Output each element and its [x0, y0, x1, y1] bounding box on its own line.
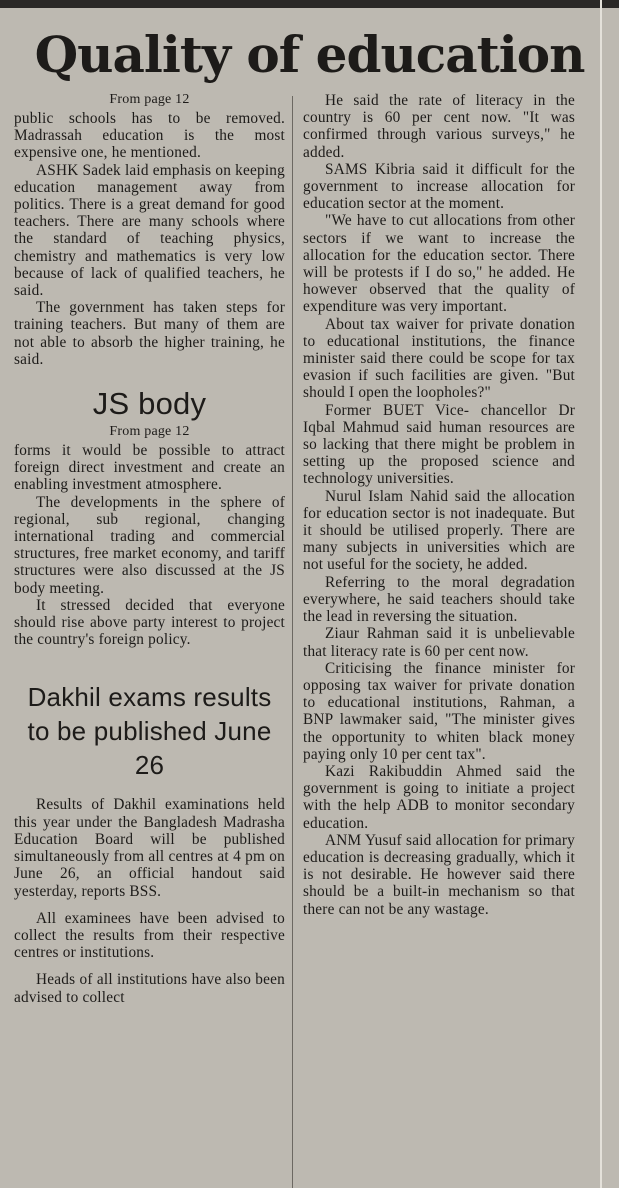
main-paragraph: He said the rate of literacy in the country is 60 per cent now. "It was confirmed through various surveys," he added.	[303, 92, 575, 161]
dakhil-paragraph: Results of Dakhil examinations held this year under the Bangladesh Madrasha Education Board will be published simultaneously from all centres at 4 pm on June 26, an official handout said yesterday, reports BSS.	[14, 796, 285, 900]
dakhil-headline: Dakhil exams results to be published June 26	[27, 682, 272, 781]
main-jump-label: From page 12	[109, 92, 190, 107]
right-column	[303, 92, 575, 1188]
main-paragraph: Nurul Islam Nahid said the allocation for education sector is not inadequate. But it should be utilised properly. There are many subjects in universities which are not useful for the society, he added.	[303, 487, 575, 574]
main-paragraph: Former BUET Vice- chancellor Dr Iqbal Mahmud said human resources are so lacking that there might be problem in setting up the proposed science and technology universities.	[303, 401, 575, 488]
dakhil-paragraph: Heads of all institutions have also been advised to collect	[14, 971, 285, 1006]
js-paragraph: The developments in the sphere of regional, sub regional, changing international trading and commercial structures, free market economy, and tariff structures were also discussed at the JS body meeting.	[14, 493, 285, 597]
main-paragraph: "We have to cut allocations from other sectors if we want to increase the allocation for the education sector. There will be protests if I do so," he added. He however observed that the quality of expenditure was very important.	[303, 212, 575, 316]
main-paragraph: Kazi Rakibuddin Ahmed said the government is going to initiate a project with the help ADB to monitor secondary education.	[303, 762, 575, 832]
dakhil-paragraph: All examinees have been advised to collect the results from their respective centres or institutions.	[14, 909, 285, 962]
page-edge	[600, 0, 602, 1188]
main-paragraph: Referring to the moral degradation everywhere, he said teachers should take the lead in reversing the situation.	[303, 573, 575, 626]
column-rule	[292, 96, 293, 1188]
main-paragraph: SAMS Kibria said it difficult for the government to increase allocation for education sector at the moment.	[303, 160, 575, 213]
main-paragraph: ASHK Sadek laid emphasis on keeping education management away from politics. There is a great demand for good teachers. There are many schools where the standard of teaching physics, chemistry and mathematics is very low because of lack of qualified teachers, he said.	[14, 161, 285, 300]
js-jump-label: From page 12	[109, 424, 190, 440]
main-paragraph: The government has taken steps for training teachers. But many of them are not able to absorb the higher training, he said.	[14, 299, 285, 368]
js-body-headline: JS body	[92, 386, 207, 422]
main-paragraph: Criticising the finance minister for opposing tax waiver for private donation to educational institutions, Rahman, a BNP lawmaker said, "The minister gives the opportunity to whiten black money paying only 10 per cent tax".	[303, 659, 575, 763]
main-paragraph: ANM Yusuf said allocation for primary education is decreasing gradually, which it is not desirable. He however said there should be a built-in mechanism so that there can not be any wastage.	[303, 831, 575, 918]
js-paragraph: It stressed decided that everyone should rise above party interest to project the country's foreign policy.	[14, 596, 285, 649]
left-column	[14, 92, 285, 1188]
main-paragraph: Ziaur Rahman said it is unbelievable that literacy rate is 60 per cent now.	[303, 625, 575, 660]
main-paragraph: About tax waiver for private donation to educational institutions, the finance minister said there could be scope for tax evasion if such facilities are given. "But should I open the loopholes?"	[303, 315, 575, 402]
main-paragraph: public schools has to be removed. Madrassah education is the most expensive one, he mentioned.	[14, 110, 285, 162]
main-headline: Quality of education	[34, 25, 585, 84]
top-rule	[0, 0, 619, 8]
js-paragraph: forms it would be possible to attract foreign direct investment and create an enabling investment atmosphere.	[14, 442, 285, 494]
